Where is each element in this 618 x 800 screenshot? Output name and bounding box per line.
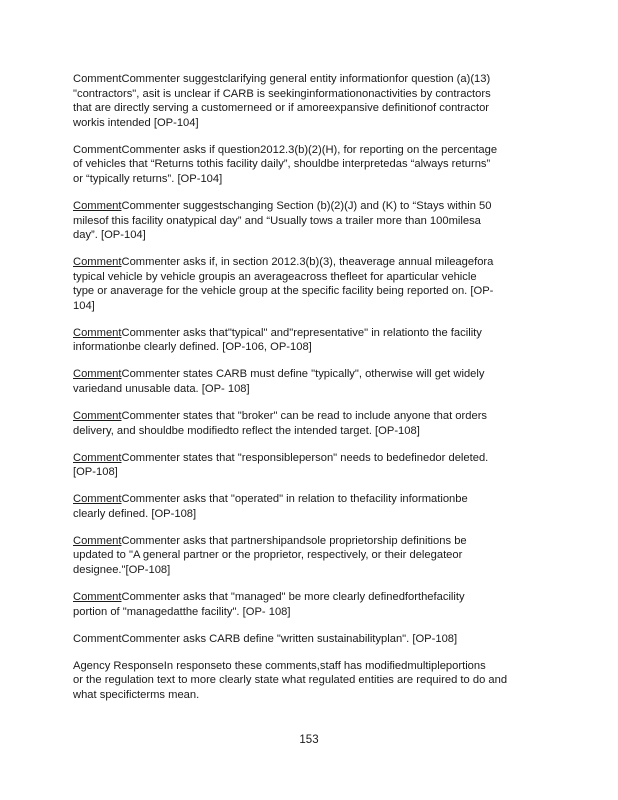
paragraph-5	[73, 326, 545, 355]
paragraph-text: Commenter states that "broker" can be read to include anyone that orders delivery, and shouldbe modifiedto reflect the intended target. [OP-108]	[73, 410, 488, 437]
comment-lead: Comment	[73, 410, 122, 423]
comment-lead: Comment	[73, 451, 122, 464]
paragraph-text: CommentCommenter asks CARB define "written sustainabilityplan". [OP-108]	[73, 632, 458, 645]
comment-lead: Comment	[73, 493, 122, 506]
document-body	[73, 72, 545, 715]
comment-lead: Comment	[73, 534, 122, 547]
paragraph-12	[73, 632, 545, 647]
comment-lead: Comment	[73, 326, 122, 339]
paragraph-text: Commenter suggestschanging Section (b)(2)(J) and (K) to “Stays within 50 milesof this facility onatypical day” and “Usually tows a trailer more than 100milesa day”. [OP-104]	[73, 199, 492, 242]
comment-lead: Comment	[73, 368, 122, 381]
page-number: 153	[299, 734, 319, 746]
paragraph-7	[73, 409, 545, 438]
paragraph-text: Agency ResponseIn responseto these comments,staff has modifiedmultipleportions or the regulation text to more clearly state what regulated entities are required to do and what specificterms mean.	[73, 659, 508, 701]
paragraph-11	[73, 590, 545, 619]
comment-lead: Comment	[73, 256, 122, 269]
paragraph-8	[73, 451, 545, 480]
paragraph-9	[73, 492, 545, 521]
paragraph-3	[73, 199, 545, 243]
paragraph-text: Commenter asks that "managed" be more clearly definedforthefacility portion of "managedatthe facility". [OP- 108]	[73, 590, 465, 618]
paragraph-text: CommentCommenter asks if question2012.3(b)(2)(H), for reporting on the percentage of vehicles that “Returns tothis facility daily”, shouldbe interpretedas “always returns” or “typically returns”. [OP-104]	[73, 143, 498, 185]
paragraph-text: Commenter asks that "operated" in relation to thefacility informationbe clearly defined. [OP-108]	[73, 493, 468, 520]
paragraph-text: Commenter states CARB must define "typically", otherwise will get widely variedand unusable data. [OP- 108]	[73, 368, 485, 396]
paragraph-text: Commenter asks that partnershipandsole proprietorship definitions be updated to "A general partner or the proprietor, respectively, or their delegateor designee."[OP-108]	[73, 534, 467, 576]
paragraph-1	[73, 72, 545, 130]
paragraph-2	[73, 143, 545, 187]
paragraph-text: Commenter asks if, in section 2012.3(b)(3), theaverage annual mileagefora typical vehicle by vehicle groupis an averageacross thefleet for aparticular vehicle type or anaverage for the vehicle group at the specific facility being reported on. [OP- 104]	[73, 256, 494, 312]
paragraph-text: Commenter asks that"typical" and"representative" in relationto the facility informationbe clearly defined. [OP-106, OP-108]	[73, 326, 482, 354]
agency-response	[73, 659, 545, 703]
comment-lead: Comment	[73, 590, 122, 603]
paragraph-4	[73, 255, 545, 313]
comment-lead: Comment	[73, 199, 122, 212]
paragraph-text: CommentCommenter suggestclarifying general entity informationfor question (a)(13) "contractors", asit is unclear if CARB is seekinginformationonactivities by contractors that are directly serving a customerneed or if amoreexpansive definitionof contractor workis intended [OP-104]	[73, 73, 491, 129]
paragraph-6	[73, 367, 545, 396]
paragraph-10	[73, 534, 545, 578]
paragraph-text: Commenter states that "responsibleperson" needs to bedefinedor deleted. [OP-108]	[73, 451, 489, 479]
